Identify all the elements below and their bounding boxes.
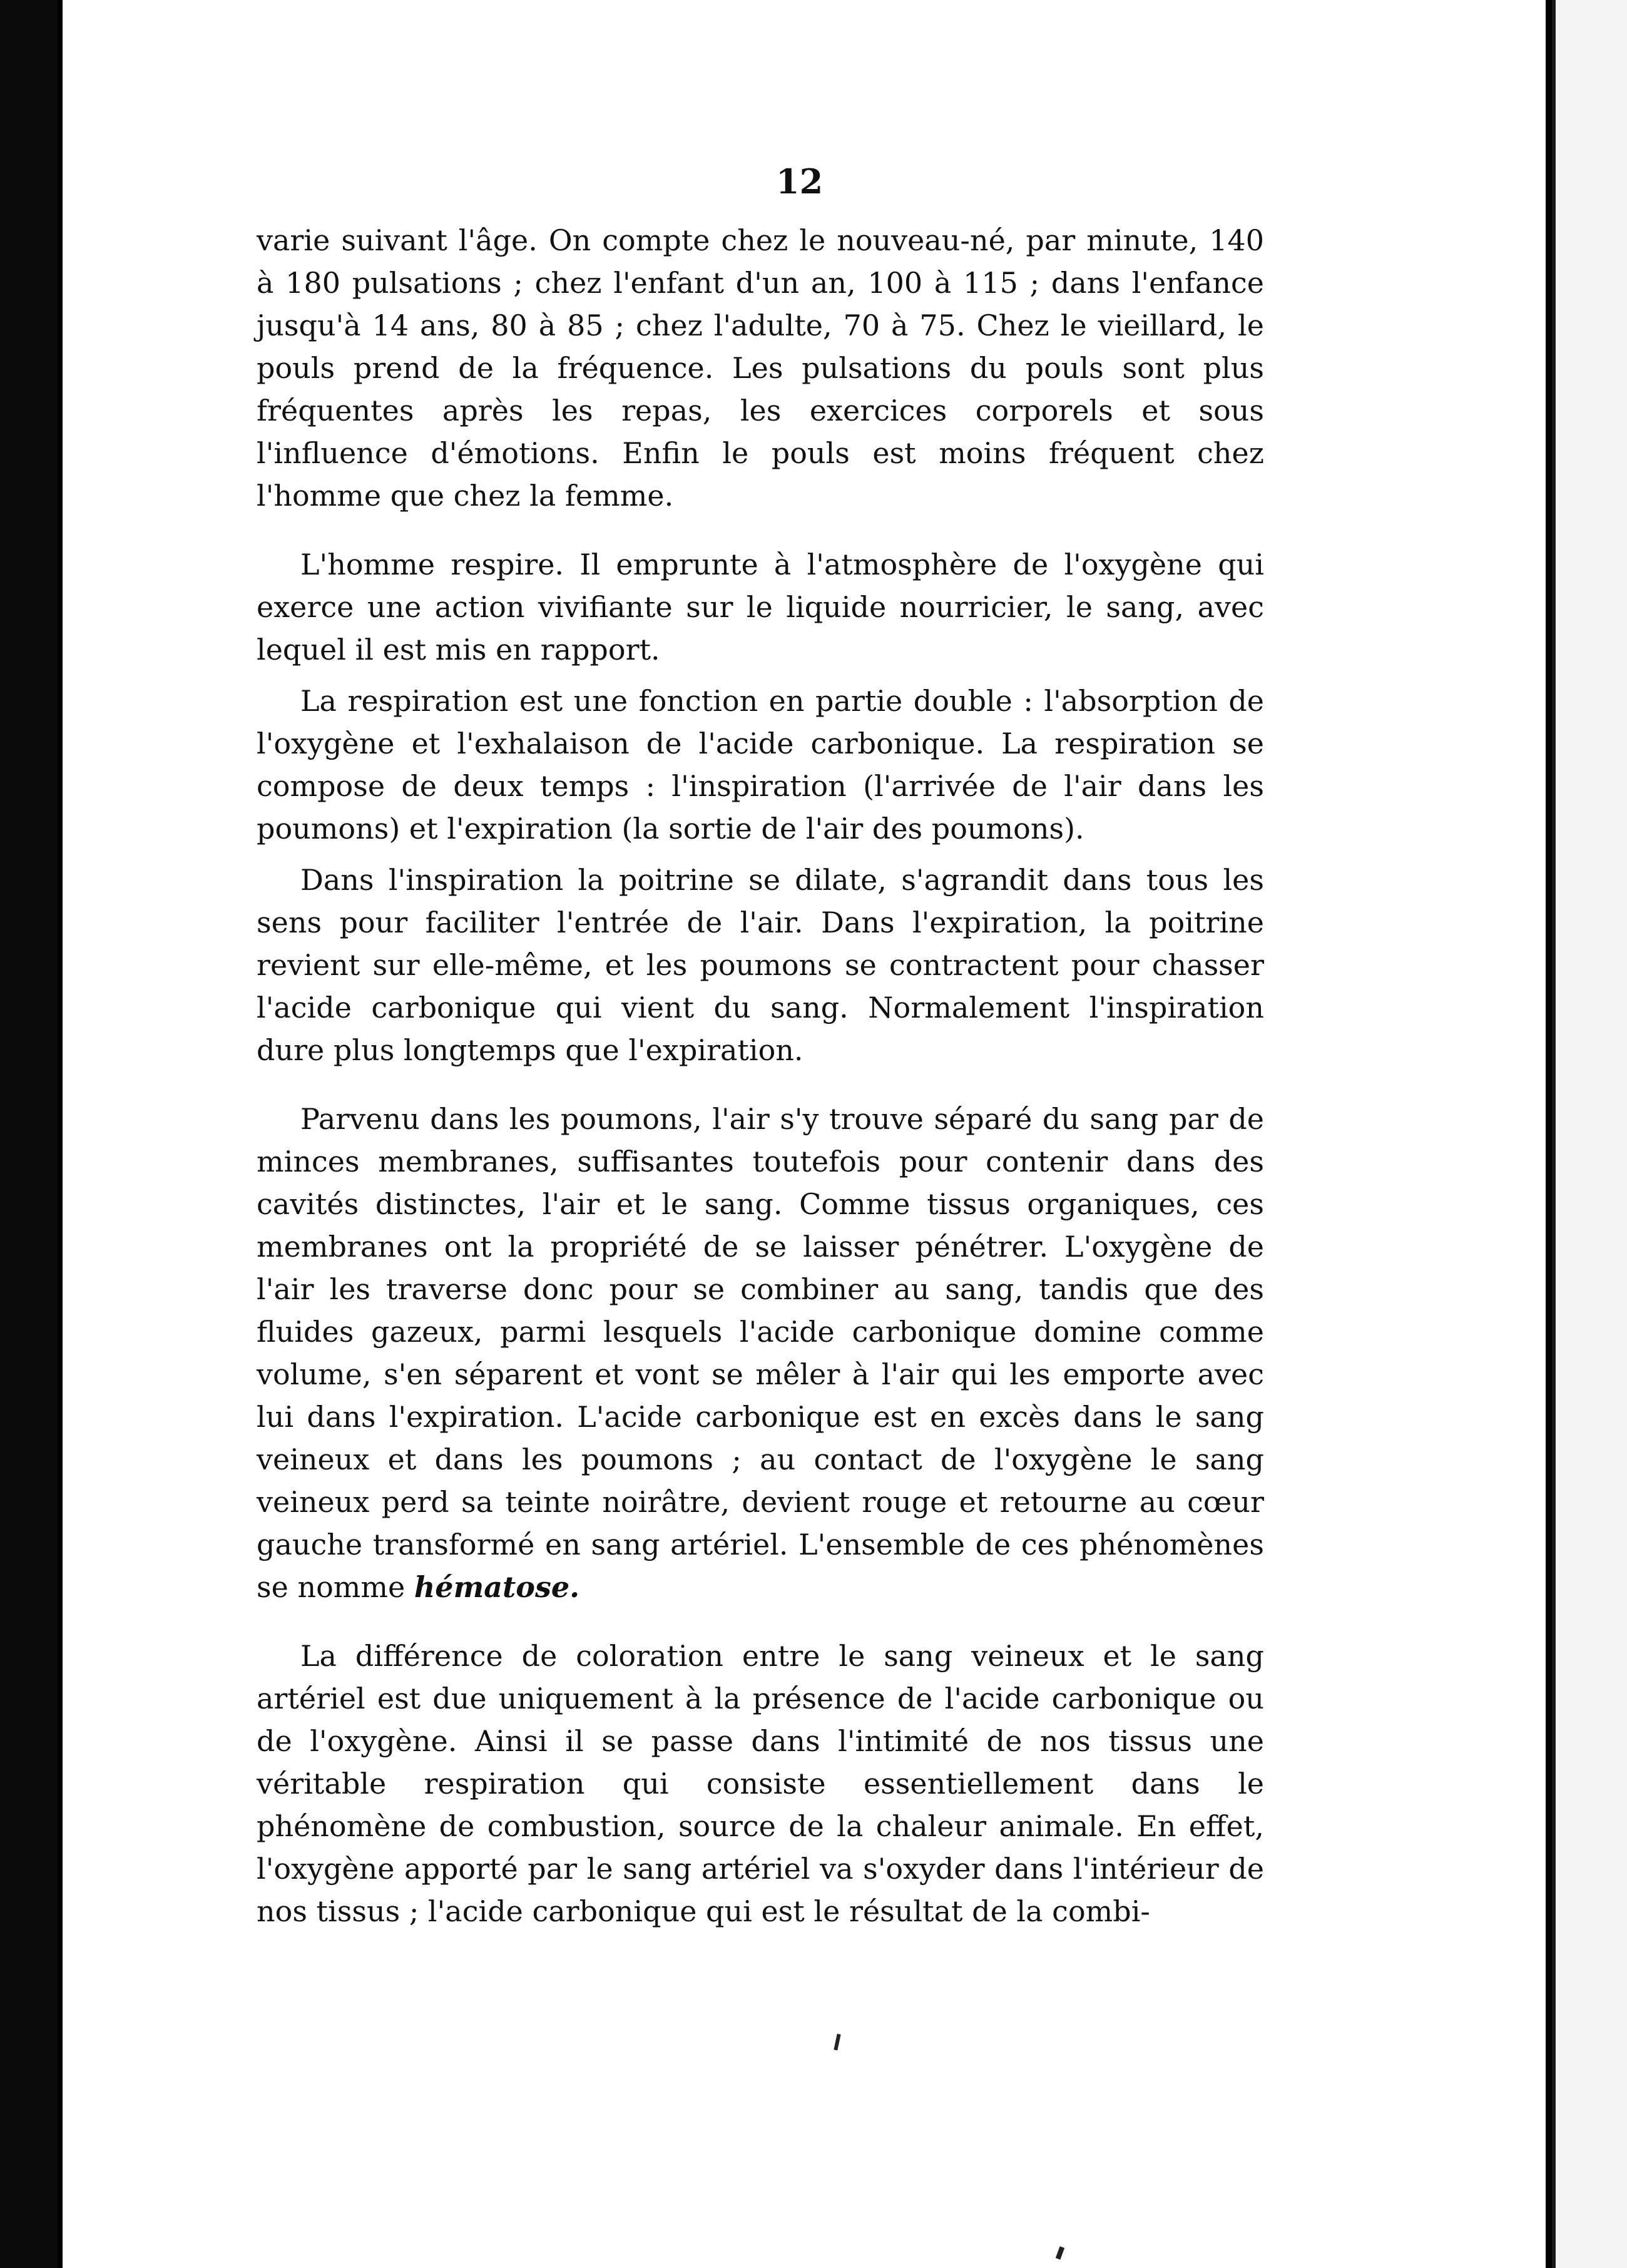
paragraph-pulse-frequency: varie suivant l'âge. On compte chez le nouveau-né, par minute, 140 à 180 pulsations ; chez l'enfant d'un an, 100 à 115 ; dans l'enfance jusqu'à 14 ans, 80 à 85 ; chez l'adulte, 70 à 75. Chez le vieillard, le pouls prend de la fréquence. Les pulsations du pouls sont plus fréquentes après les repas, les exercices corporels et sous l'influence d'émotions. Enfin le pouls est moins fréquent chez l'homme que chez la femme. [257,223,1264,513]
term-hematose: hématose. [414,1570,580,1604]
paragraph-hematose [257,1098,1264,1608]
page-fold-shadow [1546,0,1552,2268]
paragraph-blood-coloration: La différence de coloration entre le sang veineux et le sang artériel est due uniquement à la présence de l'acide carbonique ou de l'oxygène. Ainsi il se passe dans l'intimité de nos tissus une véritable respiration qui consiste essentiellement dans le phénomène de combustion, source de la chaleur animale. En effet, l'oxygène apporté par le sang artériel va s'oxyder dans l'intérieur de nos tissus ; l'acide carbonique qui est le résultat de la combi- [257,1639,1264,1928]
paragraph-respiration-double-function: La respiration est une fonction en partie double : l'absorption de l'oxygène et l'exhalaison de l'acide carbonique. La respiration se compose de deux temps : l'inspiration (l'arrivée de l'air dans les poumons) et l'expiration (la sortie de l'air des poumons). [257,684,1264,845]
next-page-edge [1552,0,1627,2268]
paragraph-hematose-text: Parvenu dans les poumons, l'air s'y trouve séparé du sang par de minces membranes, suffisantes toutefois pour contenir dans des cavités distinctes, l'air et le sang. Comme tissus organiques, ces membranes ont la propriété de se laisser pénétrer. L'oxygène de l'air les traverse donc pour se combiner au sang, tandis que des fluides gazeux, parmi lesquels l'acide carbonique domine comme volume, s'en séparent et vont se mêler à l'air qui les emporte avec lui dans l'expiration. L'acide carbonique est en excès dans le sang veineux et dans les poumons ; au contact de l'oxygène le sang veineux perd sa teinte noirâtre, devient rouge et retourne au cœur gauche transformé en sang artériel. L'ensemble de ces phénomènes se nomme [257,1102,1264,1604]
paragraph-inspiration-expiration: Dans l'inspiration la poitrine se dilate, s'agrandit dans tous les sens pour faciliter l'entrée de l'air. Dans l'expiration, la poitrine revient sur elle-même, et les poumons se contractent pour chasser l'acide carbonique qui vient du sang. Normalement l'inspiration dure plus longtemps que l'expiration. [257,863,1264,1067]
page-number: 12 [776,161,824,202]
scan-left-border [0,0,58,2268]
paragraph-respiration-intro: L'homme respire. Il emprunte à l'atmosphère de l'oxygène qui exerce une action vivifiante sur le liquide nourricier, le sang, avec lequel il est mis en rapport. [257,548,1264,667]
body-text [257,219,1264,1959]
